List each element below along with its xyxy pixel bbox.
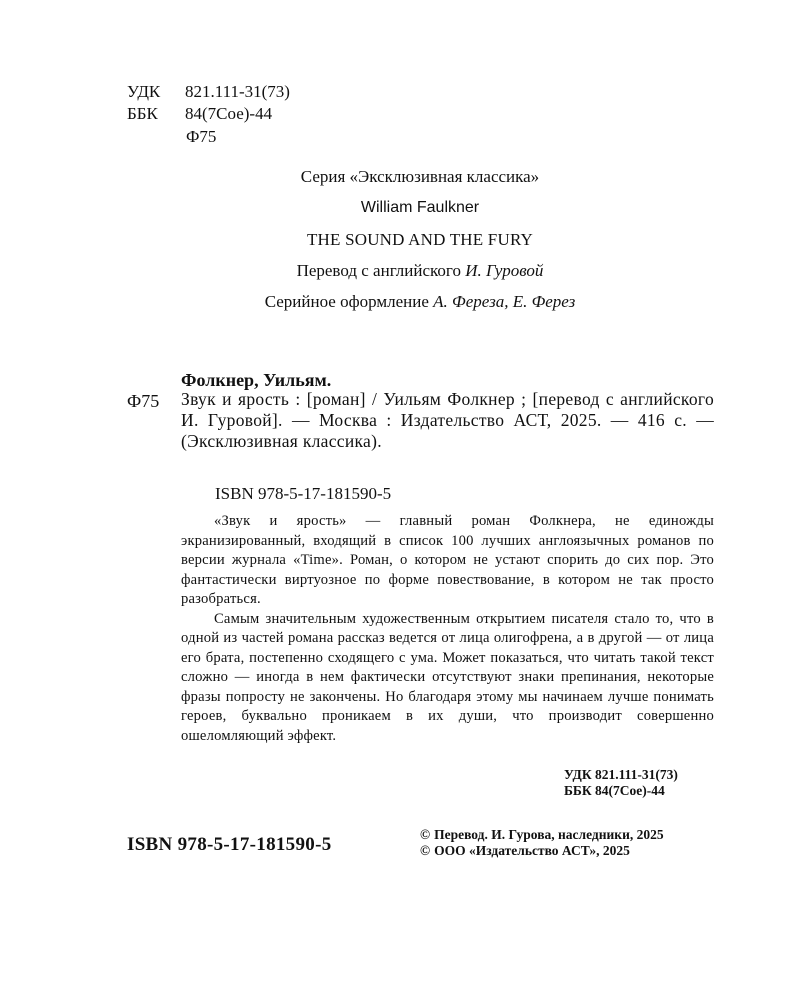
- copyright-symbol: ©: [420, 843, 431, 858]
- bbk-row: [127, 104, 272, 124]
- translation-credit: [0, 261, 800, 281]
- bib-author-heading: Фолкнер, Уильям.: [181, 370, 332, 390]
- translator-name: И. Гуровой: [465, 261, 544, 280]
- title-en: THE SOUND AND THE FURY: [306, 230, 534, 249]
- series-line: Серия «Эксклюзивная классика»: [300, 167, 540, 186]
- bottom-bbk: ББК 84(7Сое)-44: [564, 783, 665, 798]
- design-prefix: Серийное оформление: [264, 292, 429, 311]
- bib-author-mark: Ф75: [127, 391, 160, 411]
- bbk-value: 84(7Сое)-44: [185, 104, 273, 123]
- annotation-paragraph-2: Самым значительным художественным открытием писателя стало то, что в одной из частей романа рассказ ведется от лица олигофрена, а в другой — от лица его брата, постепенно сходящего с ума. Может показаться, что читать такой текст сложно — иногда в нем фактически отсутствуют знаки препинания, некоторые фразы попросту не закончены. Но благодаря этому мы начинаем лучше понимать героев, буквально проникаем в их души, что производит совершенно ошеломляющий эффект.: [181, 610, 714, 744]
- udk-value: 821.111-31(73): [185, 82, 290, 101]
- author-en: William Faulkner: [360, 199, 480, 216]
- bottom-udk: УДК 821.111-31(73): [564, 767, 678, 782]
- bib-description: Звук и ярость : [роман] / Уильям Фолкнер ; [перевод с английского И. Гуровой]. — Москва : Издательство АСТ, 2025. — 416 с. — (Эксклюзивная классика).: [181, 389, 714, 451]
- design-credit: [0, 292, 800, 312]
- copyright-translation-text: Перевод. И. Гурова, наследники, 2025: [434, 827, 664, 842]
- copyright-publisher-text: ООО «Издательство АСТ», 2025: [434, 843, 630, 858]
- designer-names: А. Фереза, Е. Ферез: [433, 292, 576, 311]
- footer-isbn: ISBN 978-5-17-181590-5: [127, 834, 332, 855]
- udk-label: УДК: [127, 82, 161, 101]
- translation-prefix: Перевод с английского: [296, 261, 461, 280]
- bib-isbn: ISBN 978-5-17-181590-5: [215, 484, 392, 503]
- bbk-label: ББК: [127, 104, 158, 123]
- annotation-paragraph-1: «Звук и ярость» — главный роман Фолкнера, не единожды экранизированный, входящий в список 100 лучших англоязычных романов по версии журнала «Time». Роман, о котором не устают спорить до сих пор. Это фантастически виртуозное по форме повествование, в котором не так просто разобраться.: [181, 513, 714, 607]
- udk-row: [127, 82, 290, 102]
- annotation: [181, 512, 714, 746]
- author-mark-top: Ф75: [186, 127, 217, 146]
- copyright-publisher: [420, 842, 630, 859]
- copyright-translation: [420, 826, 664, 843]
- copyright-symbol: ©: [420, 827, 431, 842]
